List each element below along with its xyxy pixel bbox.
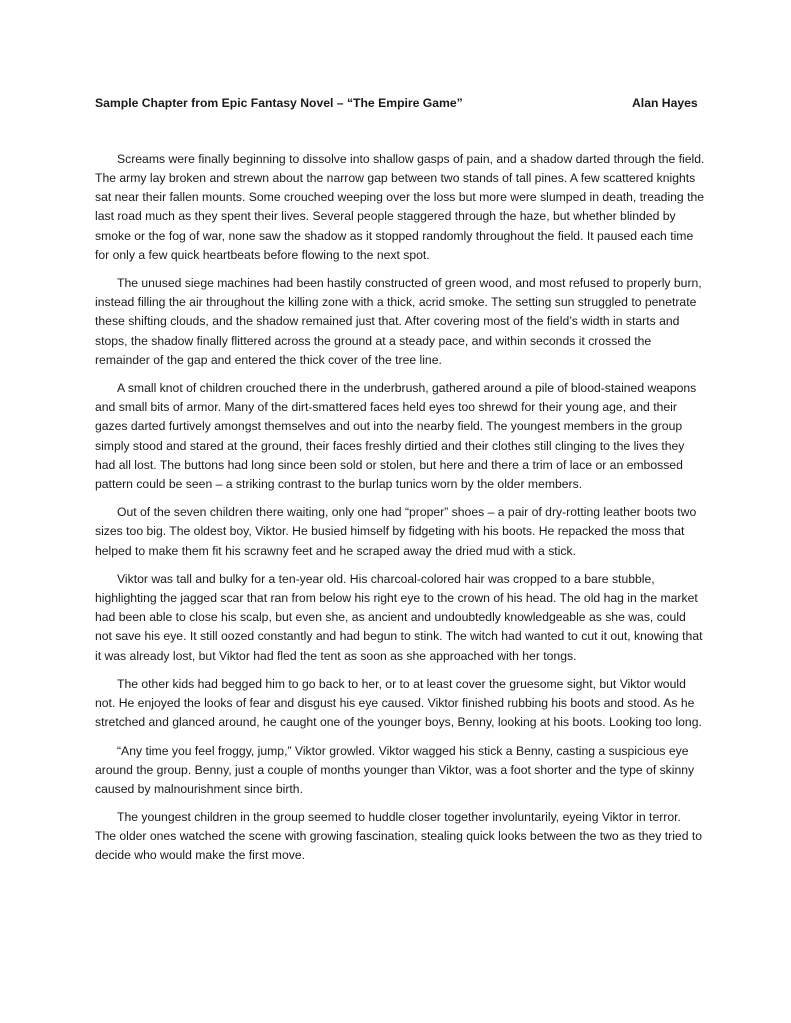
paragraph: The other kids had begged him to go back to her, or to at least cover the gruesome sight, but Viktor would not. He enjoyed the looks of fear and disgust his eye caused. Viktor finished rubbing his boots and stood. As he stretched and glanced around, he caught one of the younger boys, Benny, looking at his boots. Looking too long. bbox=[95, 676, 702, 730]
chapter-body bbox=[95, 150, 705, 875]
paragraph: Viktor was tall and bulky for a ten-year old. His charcoal-colored hair was cropped to a bare stubble, highlighting the jagged scar that ran from below his right eye to the crown of his head. The old hag in the market had been able to close his scalp, but even she, as ancient and undoubtedly knowledgeable as she was, could not save his eye. It still oozed constantly and had begun to stink. The witch had wanted to cut it out, knowing that it was already lost, but Viktor had fled the tent as soon as she approached with her tongs. bbox=[95, 571, 703, 663]
paragraph: “Any time you feel froggy, jump,” Viktor growled. Viktor wagged his stick a Benny, casting a suspicious eye around the group. Benny, just a couple of months younger than Viktor, was a foot shorter and the type of skinny caused by malnourishment since birth. bbox=[95, 743, 695, 796]
author-name: Alan Hayes bbox=[632, 96, 698, 110]
paragraph: Screams were finally beginning to dissolve into shallow gasps of pain, and a shadow darted through the field. The army lay broken and strewn about the narrow gap between two stands of tall pines. A few scattered knights sat near their fallen mounts. Some crouched weeping over the loss but more were slumped in death, treading the last road much as they spent their lives. Several people staggered through the haze, but whether blinded by smoke or the fog of war, none saw the shadow as it stopped randomly throughout the field. It paused each time for only a few quick heartbeats before flowing to the next spot. bbox=[95, 152, 705, 262]
page-header bbox=[95, 94, 702, 112]
document-title: Sample Chapter from Epic Fantasy Novel – “The Empire Game” bbox=[95, 96, 463, 110]
paragraph: Out of the seven children there waiting, only one had “proper” shoes – a pair of dry-rotting leather boots two sizes too big. The oldest boy, Viktor. He busied himself by fidgeting with his boots. He repacked the moss that helped to make them fit his scrawny feet and he scraped away the dried mud with a stick. bbox=[95, 505, 697, 558]
paragraph: The youngest children in the group seemed to huddle closer together involuntarily, eyeing Viktor in terror. The older ones watched the scene with growing fascination, stealing quick looks between the two as they tried to decide who would make the first move. bbox=[95, 810, 703, 863]
paragraph: A small knot of children crouched there in the underbrush, gathered around a pile of blood-stained weapons and small bits of armor. Many of the dirt-smattered faces held eyes too shrewd for their young age, and their gazes darted furtively amongst themselves and out into the nearby field. The youngest members in the group simply stood and stared at the ground, their faces freshly dirtied and their clothes still clinging to the lives they had all lost. The buttons had long since been sold or stolen, but here and there a trim of lace or an embossed pattern could be seen – a striking contrast to the burlap tunics worn by the older members. bbox=[95, 381, 697, 491]
paragraph: The unused siege machines had been hastily constructed of green wood, and most refused to properly burn, instead filling the air throughout the killing zone with a thick, acrid smoke. The setting sun struggled to penetrate these shifting clouds, and the shadow remained just that. After covering most of the field’s width in starts and stops, the shadow finally flittered across the ground at a steady pace, and within seconds it crossed the remainder of the gap and entered the thick cover of the tree line. bbox=[95, 276, 702, 367]
